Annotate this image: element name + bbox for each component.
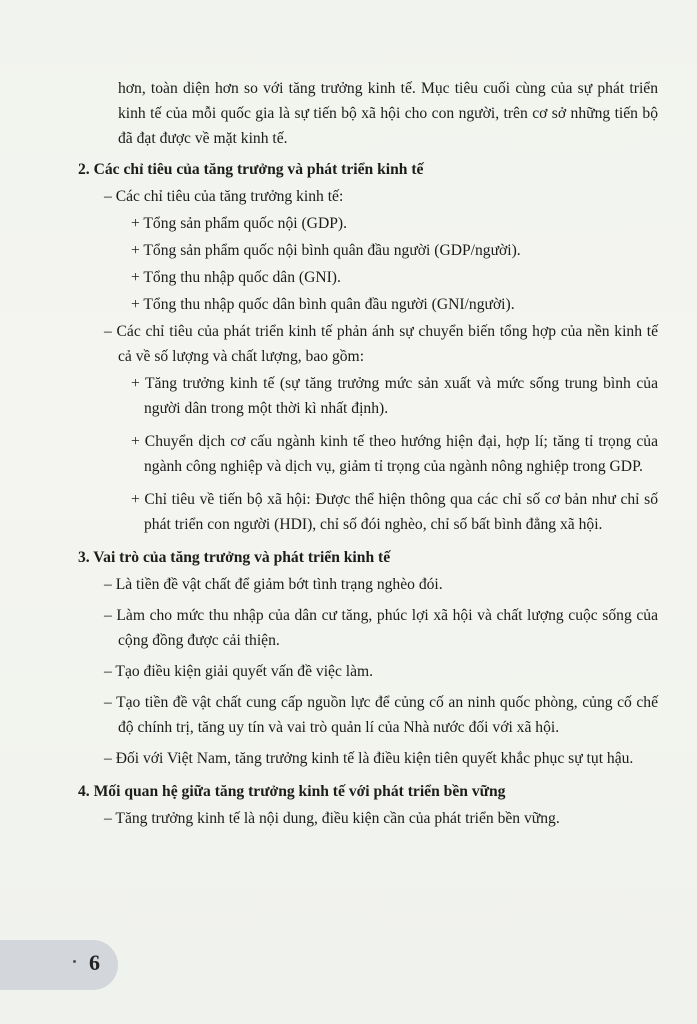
section-2-subitem: + Chuyển dịch cơ cấu ngành kinh tế theo hướng hiện đại, hợp lí; tăng tỉ trọng của ngành công nghiệp và dịch vụ, giảm tỉ trọng của ngành nông nghiệp trong GDP.: [131, 433, 658, 475]
section-2-subitem: + Tổng sản phẩm quốc nội bình quân đầu người (GDP/người).: [131, 242, 521, 259]
decorative-dot: [73, 960, 76, 963]
section-2-subitem: + Chỉ tiêu về tiến bộ xã hội: Được thể hiện thông qua các chỉ số cơ bản như chỉ số phát triển con người (HDI), chỉ số đói nghèo, chỉ số bất bình đẳng xã hội.: [131, 491, 658, 533]
intro-paragraph: hơn, toàn diện hơn so với tăng trưởng kinh tế. Mục tiêu cuối cùng của sự phát triển kinh tế của mỗi quốc gia là sự tiến bộ xã hội cho con người, trên cơ sở những tiến bộ đã đạt được về mặt kinh tế.: [118, 80, 658, 147]
section-4-heading: 4. Mối quan hệ giữa tăng trưởng kinh tế với phát triển bền vững: [78, 783, 506, 800]
section-2-subitem: + Tổng sản phẩm quốc nội (GDP).: [131, 215, 347, 232]
section-4-item: – Tăng trưởng kinh tế là nội dung, điều kiện cần của phát triển bền vững.: [104, 810, 560, 827]
page-number: 6: [89, 950, 100, 975]
section-3-item: – Tạo tiền đề vật chất cung cấp nguồn lực để củng cố an ninh quốc phòng, củng cố chế độ chính trị, tăng uy tín và vai trò quản lí của Nhà nước đối với xã hội.: [104, 694, 658, 736]
page-number-tab: [0, 940, 118, 990]
section-3-item: – Làm cho mức thu nhập của dân cư tăng, phúc lợi xã hội và chất lượng cuộc sống của cộng đồng được cải thiện.: [104, 607, 658, 649]
page-content: [78, 76, 658, 831]
section-3-heading: 3. Vai trò của tăng trưởng và phát triển kinh tế: [78, 549, 391, 566]
section-2-item-2: – Các chỉ tiêu của phát triển kinh tế phản ánh sự chuyển biến tổng hợp của nền kinh tế cả về số lượng và chất lượng, bao gồm:: [104, 323, 658, 365]
section-3-item: – Tạo điều kiện giải quyết vấn đề việc làm.: [104, 663, 374, 680]
section-2-heading: 2. Các chỉ tiêu của tăng trưởng và phát triển kinh tế: [78, 161, 424, 178]
section-2-item-1: – Các chỉ tiêu của tăng trưởng kinh tế:: [104, 188, 344, 205]
section-2-subitem: + Tổng thu nhập quốc dân bình quân đầu người (GNI/người).: [131, 296, 515, 313]
section-3-item: – Là tiền đề vật chất để giảm bớt tình trạng nghèo đói.: [104, 576, 443, 593]
section-2-subitem: + Tăng trưởng kinh tế (sự tăng trưởng mức sản xuất và mức sống trung bình của người dân trong một thời kì nhất định).: [131, 375, 658, 417]
section-3-item: – Đối với Việt Nam, tăng trưởng kinh tế là điều kiện tiên quyết khắc phục sự tụt hậu.: [104, 750, 634, 767]
section-2-subitem: + Tổng thu nhập quốc dân (GNI).: [131, 269, 341, 286]
